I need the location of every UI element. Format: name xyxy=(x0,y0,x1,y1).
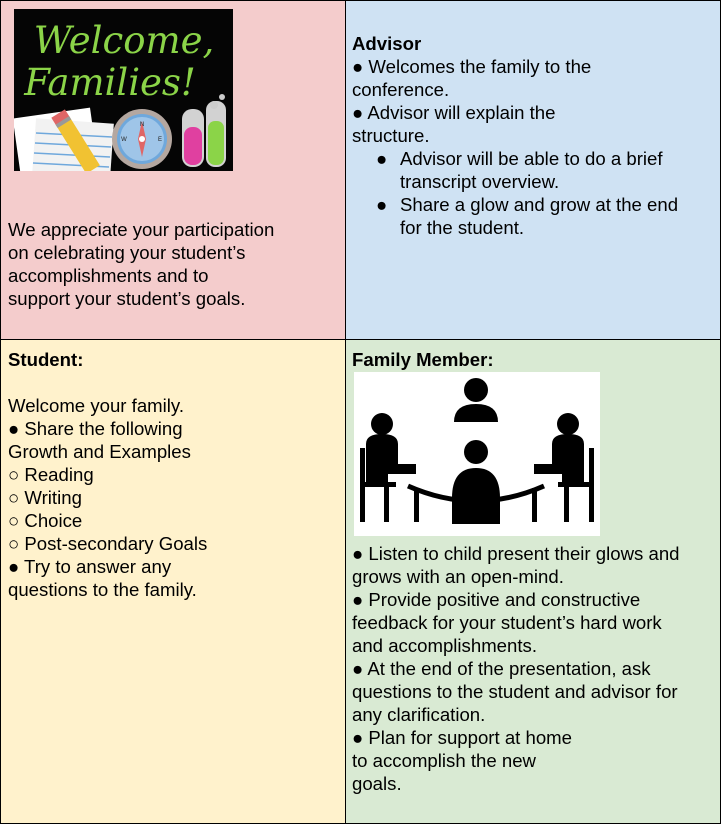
meeting-image xyxy=(354,372,600,536)
student-line: ○ Reading xyxy=(8,464,94,485)
svg-text:E: E xyxy=(157,137,163,143)
advisor-sub-line: Share a glow and grow at the end xyxy=(400,194,679,215)
compass-icon xyxy=(112,109,172,169)
svg-text:W: W xyxy=(121,137,127,143)
family-line: questions to the student and advisor for xyxy=(352,681,678,702)
student-line: ○ Post-secondary Goals xyxy=(8,533,208,554)
student-line: Growth and Examples xyxy=(8,441,191,462)
welcome-title-line2: Families! xyxy=(24,61,196,104)
family-line: feedback for your student’s hard work xyxy=(352,612,662,633)
advisor-sub-line: Advisor will be able to do a brief xyxy=(400,148,663,169)
advisor-line: ● Advisor will explain the xyxy=(352,102,556,123)
family-line: ● Plan for support at home xyxy=(352,727,573,748)
svg-text:N: N xyxy=(139,122,145,128)
meeting-table-icon xyxy=(354,372,600,536)
family-list xyxy=(352,542,714,795)
student-line: ○ Writing xyxy=(8,487,82,508)
student-line: ○ Choice xyxy=(8,510,83,531)
family-line: ● At the end of the presentation, ask xyxy=(352,658,651,679)
advisor-sub-line: for the student. xyxy=(400,217,525,238)
family-line: ● Provide positive and constructive xyxy=(352,589,641,610)
advisor-line: structure. xyxy=(352,125,430,146)
student-section xyxy=(8,348,338,601)
student-line: ● Try to answer any xyxy=(8,556,172,577)
bullet-icon: ● xyxy=(376,148,388,169)
welcome-families-clipart xyxy=(14,9,233,171)
intro-line: We appreciate your participation xyxy=(8,219,275,240)
intro-line: on celebrating your student’s xyxy=(8,242,246,263)
bullet-icon: ● xyxy=(376,194,388,215)
intro-line: support your student’s goals. xyxy=(8,288,246,309)
advisor-sub-line: transcript overview. xyxy=(400,171,560,192)
welcome-cell xyxy=(1,1,346,340)
family-heading: Family Member: xyxy=(352,349,494,370)
advisor-sub-item xyxy=(376,193,714,239)
student-line: ● Share the following xyxy=(8,418,183,439)
advisor-cell xyxy=(346,1,720,340)
family-cell xyxy=(346,340,720,823)
student-heading: Student: xyxy=(8,349,84,370)
family-line: to accomplish the new xyxy=(352,750,536,771)
welcome-title-line1: Welcome, xyxy=(33,19,215,62)
advisor-line: conference. xyxy=(352,79,450,100)
advisor-section xyxy=(352,32,714,239)
family-line: any clarification. xyxy=(352,704,486,725)
advisor-heading: Advisor xyxy=(352,33,422,54)
advisor-sub-list xyxy=(352,147,714,239)
student-line: questions to the family. xyxy=(8,579,197,600)
family-line: grows with an open-mind. xyxy=(352,566,564,587)
student-cell xyxy=(1,340,346,823)
family-line: goals. xyxy=(352,773,402,794)
welcome-families-image xyxy=(14,9,233,171)
intro-line: accomplishments and to xyxy=(8,265,209,286)
family-line: and accomplishments. xyxy=(352,635,537,656)
advisor-sub-item xyxy=(376,147,714,193)
advisor-line: ● Welcomes the family to the xyxy=(352,56,592,77)
student-line: Welcome your family. xyxy=(8,395,184,416)
intro-text xyxy=(8,218,338,310)
spacer xyxy=(8,371,338,394)
family-line: ● Listen to child present their glows and xyxy=(352,543,680,564)
